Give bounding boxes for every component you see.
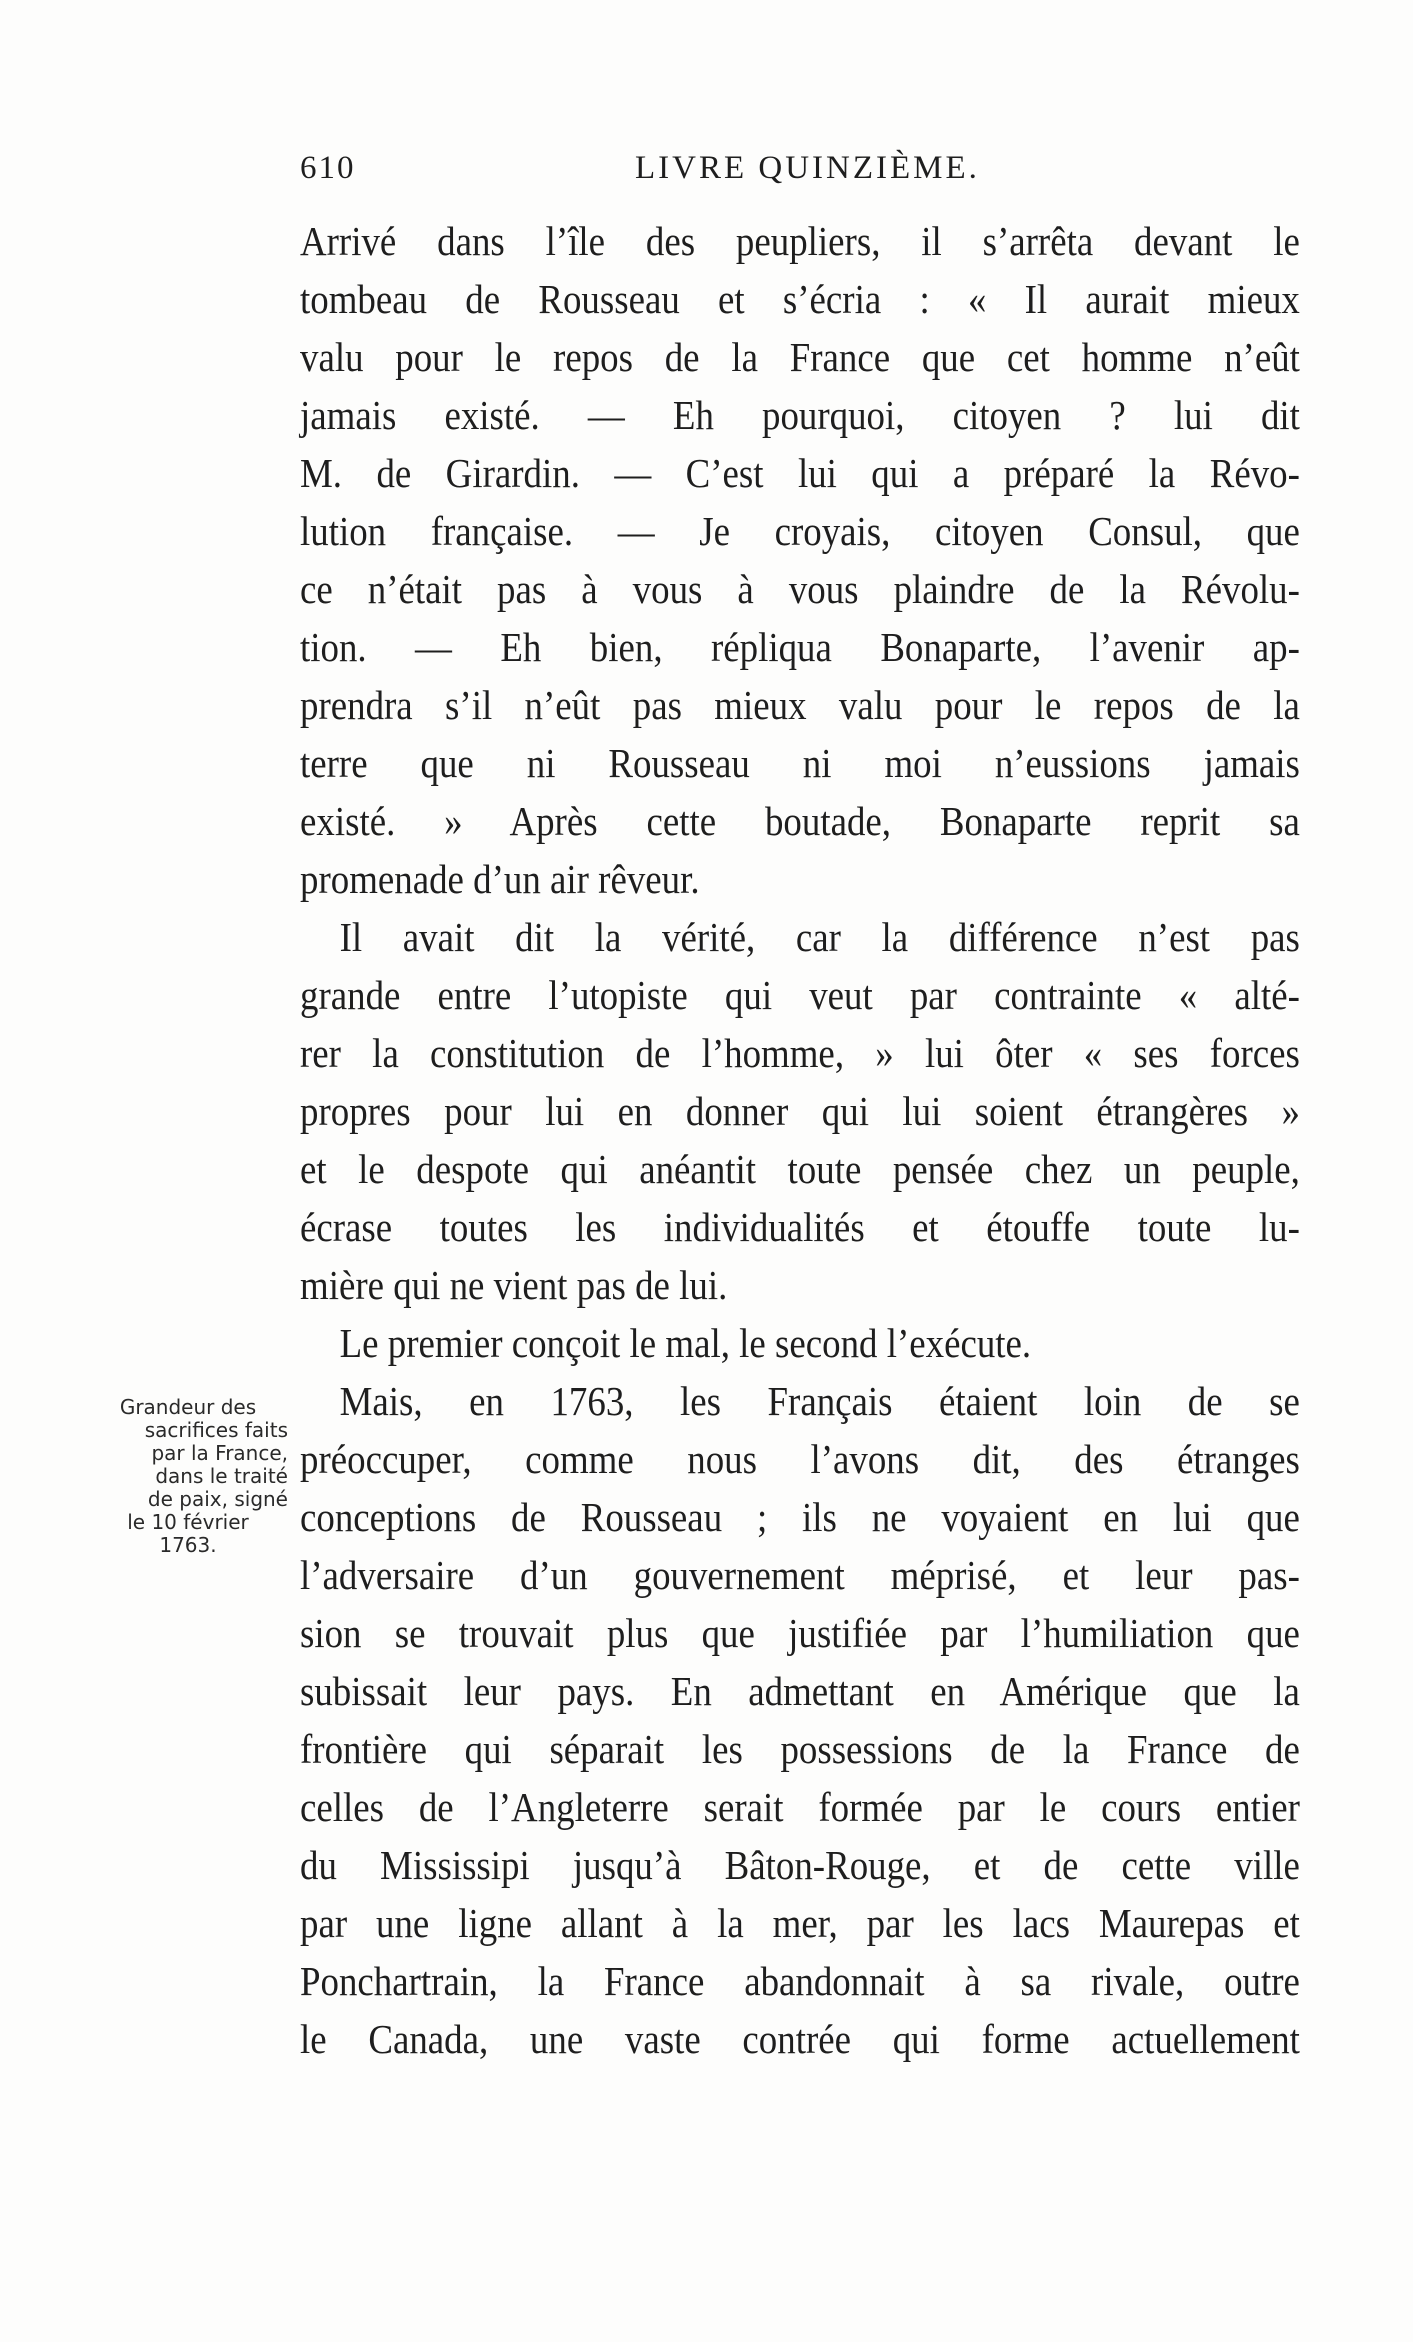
text-line: valu pour le repos de la France que cet homme n’eût <box>300 334 1300 380</box>
text-line: promenade d’un air rêveur. <box>300 856 700 902</box>
text-line: existé. » Après cette boutade, Bonaparte reprit sa <box>300 798 1300 844</box>
text-line: Mais, en 1763, les Français étaient loin de se <box>339 1378 1300 1424</box>
text-line: Ponchartrain, la France abandonnait à sa rivale, outre <box>300 1958 1300 2004</box>
text-line: écrase toutes les individualités et étouffe toute lu- <box>300 1204 1300 1250</box>
paragraph <box>300 1314 1300 1372</box>
text-line: Il avait dit la vérité, car la différence n’est pas <box>339 914 1300 960</box>
text-line: prendra s’il n’eût pas mieux valu pour le repos de la <box>300 682 1300 728</box>
text-line: tion. — Eh bien, répliqua Bonaparte, l’avenir ap- <box>300 624 1300 670</box>
paragraph <box>300 908 1300 1314</box>
text-line: lution française. — Je croyais, citoyen Consul, que <box>300 508 1300 554</box>
text-line: Arrivé dans l’île des peupliers, il s’arrêta devant le <box>300 218 1300 264</box>
text-line: frontière qui séparait les possessions de la France de <box>300 1726 1300 1772</box>
text-line: l’adversaire d’un gouvernement méprisé, et leur pas- <box>300 1552 1300 1598</box>
body-text <box>300 212 1300 2068</box>
margin-note-line: par la France, <box>151 1441 288 1465</box>
text-line: par une ligne allant à la mer, par les lacs Maurepas et <box>300 1900 1300 1946</box>
text-line: M. de Girardin. — C’est lui qui a préparé la Révo- <box>300 450 1300 496</box>
text-line: celles de l’Angleterre serait formée par le cours entier <box>300 1784 1300 1830</box>
running-title: LIVRE QUINZIÈME. <box>635 150 980 186</box>
text-line: mière qui ne vient pas de lui. <box>300 1262 728 1308</box>
paragraph <box>300 212 1300 908</box>
margin-note-line: le 10 février <box>127 1510 249 1534</box>
text-line: propres pour lui en donner qui lui soient étrangères » <box>300 1088 1300 1134</box>
running-head <box>300 150 1310 194</box>
text-line: subissait leur pays. En admettant en Amérique que la <box>300 1668 1300 1714</box>
text-line: préoccuper, comme nous l’avons dit, des étranges <box>300 1436 1300 1482</box>
margin-note-line: de paix, signé <box>147 1487 288 1511</box>
text-line: du Mississipi jusqu’à Bâton-Rouge, et de cette ville <box>300 1842 1300 1888</box>
text-line: jamais existé. — Eh pourquoi, citoyen ? lui dit <box>300 392 1300 438</box>
text-line: Le premier conçoit le mal, le second l’exécute. <box>339 1320 1032 1366</box>
text-line: tombeau de Rousseau et s’écria : « Il aurait mieux <box>300 276 1300 322</box>
paragraph <box>300 1372 1300 2068</box>
page-number: 610 <box>300 150 356 186</box>
text-line: grande entre l’utopiste qui veut par contrainte « alté- <box>300 972 1300 1018</box>
text-line: terre que ni Rousseau ni moi n’eussions jamais <box>300 740 1300 786</box>
text-line: sion se trouvait plus que justifiée par l’humiliation que <box>300 1610 1300 1656</box>
text-line: et le despote qui anéantit toute pensée chez un peuple, <box>300 1146 1300 1192</box>
text-line: le Canada, une vaste contrée qui forme actuellement <box>300 2016 1300 2062</box>
margin-note-line: 1763. <box>159 1533 217 1557</box>
margin-note-line: dans le traité <box>155 1464 288 1488</box>
text-line: ce n’était pas à vous à vous plaindre de la Révolu- <box>300 566 1300 612</box>
margin-note-line: sacrifices faits <box>144 1418 288 1442</box>
margin-note-line: Grandeur des <box>119 1395 257 1419</box>
text-line: conceptions de Rousseau ; ils ne voyaient en lui que <box>300 1494 1300 1540</box>
margin-note <box>88 1396 288 1557</box>
text-line: rer la constitution de l’homme, » lui ôter « ses forces <box>300 1030 1300 1076</box>
